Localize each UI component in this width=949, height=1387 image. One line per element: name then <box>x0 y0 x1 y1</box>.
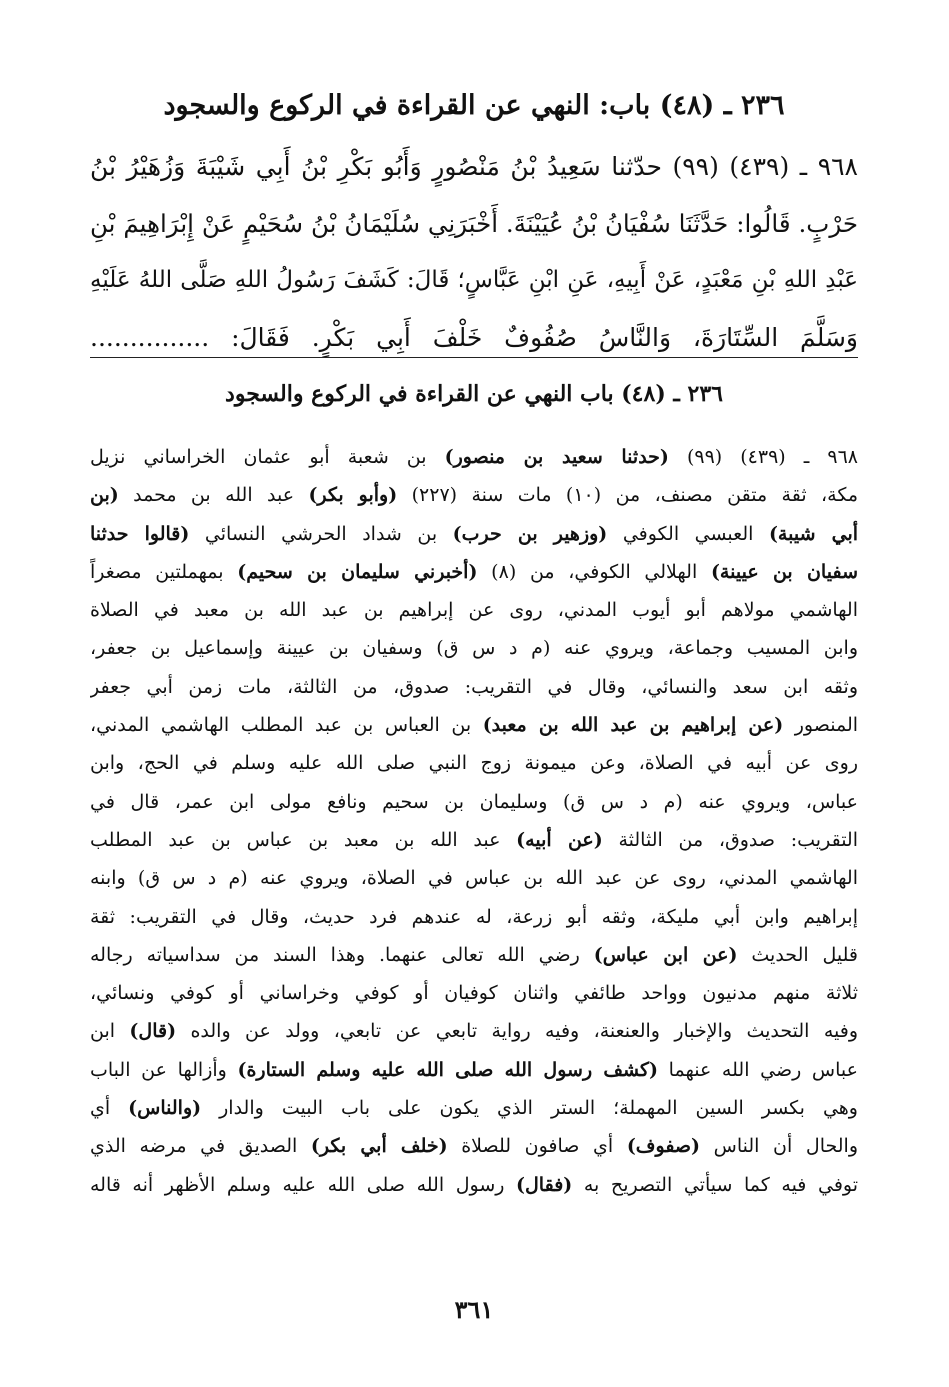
quoted-matn-phrase: (قال) <box>129 1020 177 1043</box>
commentary-line <box>90 974 858 1012</box>
hadith-line: وَسَلَّمَ السِّتَارَةَ، وَالنَّاسُ صُفُوفٌ خَلْفَ أَبِي بَكْرٍ. فَقَالَ: ............... <box>90 323 858 352</box>
commentary-segment: قليل الحديث <box>737 943 858 966</box>
commentary-segment: عباس رضي الله عنهما <box>658 1058 858 1081</box>
quoted-matn-phrase: (عن ابن عباس) <box>593 943 738 966</box>
quoted-matn-phrase: (وزهير بن حرب) <box>452 522 608 545</box>
commentary-segment: الصديق في مرضه الذي <box>90 1135 311 1158</box>
quoted-matn-phrase: (بن <box>90 484 119 507</box>
commentary-line <box>90 744 858 782</box>
hadith-chapter-title: ٢٣٦ ـ (٤٨) باب: النهي عن القراءة في الركوع والسجود <box>163 90 785 121</box>
quoted-matn-phrase: (قالوا حدثنا <box>90 522 190 545</box>
commentary-segment: روى عن أبيه في الصلاة، وعن ميمونة زوج النبي صلى الله عليه وسلم في الحج، وابن <box>90 752 858 775</box>
hadith-text <box>90 138 858 366</box>
commentary-line <box>90 1127 858 1165</box>
commentary-line <box>90 936 858 974</box>
commentary-line <box>90 553 858 591</box>
commentary-segment: رضي الله تعالى عنهما. وهذا السند من سداسياته رجاله <box>90 943 594 966</box>
commentary-line <box>90 438 858 476</box>
quoted-matn-phrase: (فقال) <box>516 1173 573 1196</box>
commentary-segment: توفي فيه كما سيأتي التصريح به <box>572 1173 858 1196</box>
commentary-line <box>90 859 858 897</box>
quoted-matn-phrase: (عن أبيه) <box>516 828 603 851</box>
commentary-segment: والحال أن الناس <box>700 1135 858 1158</box>
commentary-segment: أي <box>90 1097 129 1120</box>
commentary-line <box>90 668 858 706</box>
commentary-line <box>90 591 858 629</box>
quoted-matn-phrase: (كشف رسول الله صلى الله عليه وسلم الستارة) <box>237 1058 659 1081</box>
commentary-line <box>90 1051 858 1089</box>
hadith-line: حَرْبٍ. قَالُوا: حَدَّثَنَا سُفْيَانُ بْنُ عُيَيْنَةَ. أَخْبَرَنِي سُلَيْمَانُ بْنُ سُحَيْمٍ عَنْ إِبْرَاهِيمَ بْنِ <box>90 209 858 238</box>
commentary-segment: ٩٦٨ ـ (٤٣٩) (٩٩) <box>668 446 858 468</box>
commentary-line <box>90 1012 858 1050</box>
quoted-matn-phrase: (والناس) <box>128 1097 202 1120</box>
hadith-line: ٩٦٨ ـ (٤٣٩) (٩٩) حدّثنا سَعِيدُ بْنُ مَنْصُورٍ وَأَبُو بَكْرِ بْنُ أَبِي شَيْبَةَ وَزُهَيْرُ بْنُ <box>90 152 858 181</box>
commentary-segment: الهاشمي المدني، روى عن عبد الله بن عباس في الصلاة، ويروي عنه (م د س ق) وابنه <box>90 867 858 890</box>
commentary-segment: التقريب: صدوق، من الثالثة <box>602 828 858 851</box>
commentary-line <box>90 476 858 514</box>
page-number: ٣٦١ <box>454 1295 494 1324</box>
commentary-line <box>90 898 858 936</box>
commentary-segment: ثلاثة منهم مدنيون وواحد طائفي واثنان كوفيان أو كوفي وخراساني أو كوفي ونسائي، <box>90 982 858 1005</box>
commentary-line <box>90 1166 858 1204</box>
commentary-segment: رسول الله صلى الله عليه وسلم الأظهر أنه قاله <box>90 1173 516 1196</box>
quoted-matn-phrase: (صفوف) <box>626 1135 701 1158</box>
commentary-segment: وفيه التحديث والإخبار والعنعنة، وفيه رواية تابعي عن تابعي، وولد عن والده <box>176 1020 858 1043</box>
commentary-segment: العبسي الكوفي <box>607 522 769 545</box>
quoted-matn-phrase: (أخبرني سليمان بن سحيم) <box>237 560 478 583</box>
commentary-segment: وابن المسيب وجماعة، ويروي عنه (م د س ق) وسفيان بن عيينة وإسماعيل بن جعفر، <box>90 637 858 660</box>
commentary-segment: وهي بكسر السين المهملة؛ الستر الذي يكون على باب البيت والدار <box>201 1097 858 1120</box>
quoted-matn-phrase: (حدثنا سعيد بن منصور) <box>444 446 669 468</box>
commentary-segment: وثقه ابن سعد والنسائي، وقال في التقريب: صدوق، من الثالثة، مات زمن أبي جعفر <box>90 675 858 698</box>
quoted-matn-phrase: سفيان بن عيينة) <box>710 560 858 583</box>
commentary-chapter-title: ٢٣٦ ـ (٤٨) باب النهي عن القراءة في الركوع والسجود <box>225 381 723 407</box>
commentary-segment: عبد الله بن معبد بن عباس بن عبد المطلب <box>90 828 517 851</box>
commentary-segment: وأزالها عن الباب <box>90 1058 238 1081</box>
quoted-matn-phrase: (وأبو بكر) <box>308 484 398 507</box>
commentary-segment: عبد الله بن محمد <box>118 484 309 507</box>
commentary-segment: أي صافون للصلاة <box>447 1135 627 1158</box>
commentary-line <box>90 1089 858 1127</box>
commentary-line <box>90 783 858 821</box>
commentary-line <box>90 821 858 859</box>
commentary-line <box>90 629 858 667</box>
commentary-segment: الهلالي الكوفي، من (٨) <box>477 560 711 583</box>
quoted-matn-phrase: (عن إبراهيم بن عبد الله بن معبد) <box>482 714 784 737</box>
commentary-segment: الهاشمي مولاهم أبو أيوب المدني، روى عن إبراهيم بن عبد الله بن معبد في الصلاة <box>90 599 858 622</box>
commentary-segment: عباس، ويروي عنه (م د س ق) وسليمان بن سحيم ونافع مولى ابن عمر، قال في <box>90 790 858 813</box>
commentary-segment: بن شعبة أبو عثمان الخراساني نزيل <box>90 446 445 468</box>
commentary-text <box>90 438 858 1204</box>
commentary-segment: مكة، ثقة متقن مصنف، من (١٠) مات سنة (٢٢٧) <box>397 484 858 507</box>
commentary-segment: بن شداد الحرشي النسائي <box>189 522 453 545</box>
commentary-line <box>90 706 858 744</box>
commentary-segment: المنصور <box>783 714 858 737</box>
quoted-matn-phrase: (خلف أبي بكر) <box>310 1135 448 1158</box>
commentary-segment: إبراهيم وابن أبي مليكة، وثقه أبو زرعة، له عندهم فرد حديث، وقال في التقريب: ثقة <box>90 905 858 928</box>
commentary-line <box>90 515 858 553</box>
commentary-segment: بمهملتين مصغراً <box>90 560 238 583</box>
section-divider <box>90 357 858 358</box>
hadith-line: عَبْدِ اللهِ بْنِ مَعْبَدٍ، عَنْ أَبِيهِ، عَنِ ابْنِ عَبَّاسٍ؛ قَالَ: كَشَفَ رَسُولُ اللهِ صَلَّى اللهُ عَلَيْهِ <box>90 267 858 293</box>
commentary-segment: ابن <box>90 1020 130 1043</box>
commentary-segment: بن العباس بن عبد المطلب الهاشمي المدني، <box>90 714 483 737</box>
quoted-matn-phrase: أبي شيبة) <box>768 522 858 545</box>
